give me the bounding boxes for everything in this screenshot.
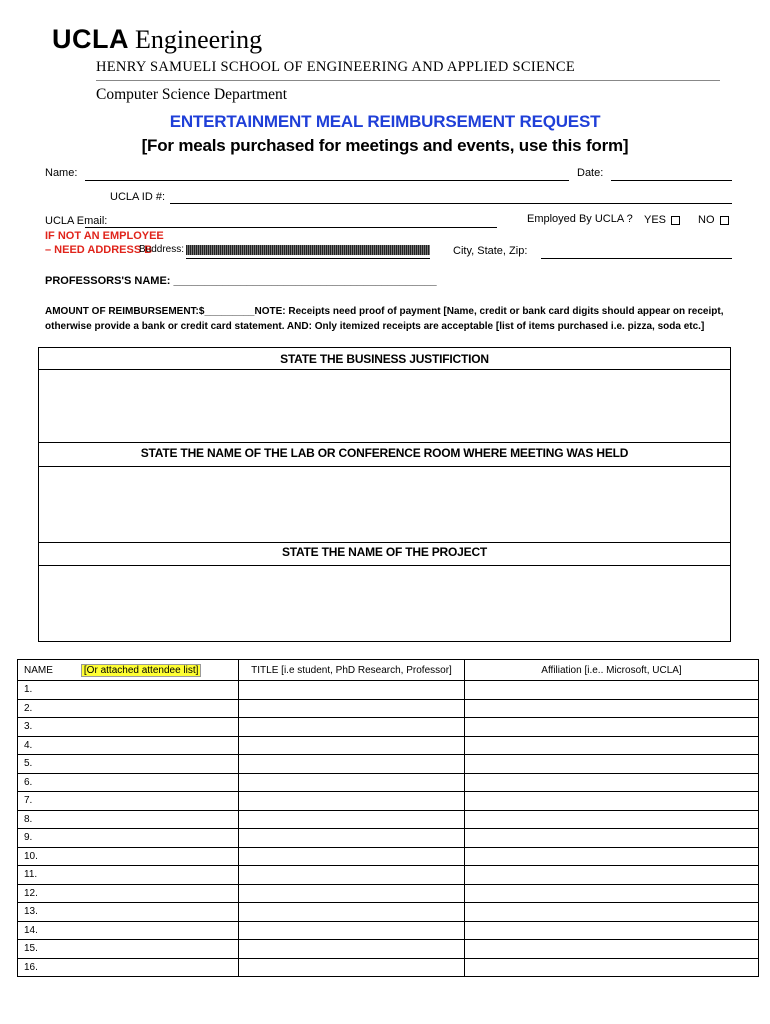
table-row xyxy=(18,699,759,718)
title-column-header: TITLE [i.e student, PhD Research, Professor] xyxy=(239,660,465,681)
table-row xyxy=(18,903,759,922)
city-state-zip-field[interactable] xyxy=(541,258,732,259)
attendee-affiliation-cell[interactable] xyxy=(465,829,759,848)
table-row xyxy=(18,773,759,792)
need-address-note: – NEED ADDRESS B xyxy=(45,244,153,256)
table-row xyxy=(18,940,759,959)
attendee-name-cell[interactable]: 11. xyxy=(18,866,239,885)
ucla-email-field[interactable] xyxy=(85,227,497,228)
no-label: NO xyxy=(698,214,715,226)
attendee-title-cell[interactable] xyxy=(239,903,465,922)
attendee-name-cell[interactable]: 16. xyxy=(18,958,239,977)
attendee-name-cell[interactable]: 12. xyxy=(18,884,239,903)
name-label: Name: xyxy=(45,167,78,179)
attendee-name-cell[interactable]: 3. xyxy=(18,718,239,737)
redacted-address xyxy=(186,245,430,255)
table-row xyxy=(18,884,759,903)
name-column-header xyxy=(18,660,239,681)
professor-name-line[interactable]: PROFESSORS'S NAME: ___________________________________________ xyxy=(45,275,437,287)
yes-checkbox[interactable] xyxy=(671,216,680,225)
no-option[interactable] xyxy=(698,214,729,226)
attendee-title-cell[interactable] xyxy=(239,866,465,885)
form-subtitle: [For meals purchased for meetings and events, use this form] xyxy=(141,136,629,155)
affiliation-column-header: Affiliation [i.e.. Microsoft, UCLA] xyxy=(465,660,759,681)
attendee-list-note: [Or attached attendee list] xyxy=(81,664,202,677)
attendee-name-cell[interactable]: 5. xyxy=(18,755,239,774)
attendee-title-cell[interactable] xyxy=(239,718,465,737)
attendee-affiliation-cell[interactable] xyxy=(465,958,759,977)
address-field[interactable] xyxy=(186,258,430,259)
header-divider xyxy=(96,80,720,81)
table-row xyxy=(18,829,759,848)
attendee-affiliation-cell[interactable] xyxy=(465,810,759,829)
project-field[interactable] xyxy=(39,566,730,642)
attendee-name-cell[interactable]: 1. xyxy=(18,681,239,700)
form-title: ENTERTAINMENT MEAL REIMBURSEMENT REQUEST xyxy=(169,112,601,131)
name-field[interactable] xyxy=(85,180,569,181)
attendee-name-cell[interactable]: 9. xyxy=(18,829,239,848)
table-row xyxy=(18,681,759,700)
ucla-engineering-logo: UCLA Engineering xyxy=(52,24,263,54)
ucla-id-field[interactable] xyxy=(170,203,732,204)
attendee-title-cell[interactable] xyxy=(239,884,465,903)
attendee-name-cell[interactable]: 14. xyxy=(18,921,239,940)
attendee-name-cell[interactable]: 6. xyxy=(18,773,239,792)
attendee-affiliation-cell[interactable] xyxy=(465,718,759,737)
attendee-title-cell[interactable] xyxy=(239,940,465,959)
attendee-name-cell[interactable]: 2. xyxy=(18,699,239,718)
attendee-title-cell[interactable] xyxy=(239,810,465,829)
attendee-name-cell[interactable]: 4. xyxy=(18,736,239,755)
justification-field[interactable] xyxy=(39,370,730,442)
attendee-title-cell[interactable] xyxy=(239,736,465,755)
attendee-affiliation-cell[interactable] xyxy=(465,792,759,811)
attendee-affiliation-cell[interactable] xyxy=(465,847,759,866)
attendee-title-cell[interactable] xyxy=(239,829,465,848)
section-divider xyxy=(39,442,730,443)
table-row xyxy=(18,921,759,940)
ucla-id-label: UCLA ID #: xyxy=(110,191,166,203)
table-row xyxy=(18,718,759,737)
attendee-affiliation-cell[interactable] xyxy=(465,903,759,922)
amount-note-line2: otherwise provide a bank or credit card statement. AND: Only itemized receipts are acceptable [list of items purchased i.e. pizza, soda etc.] xyxy=(45,321,705,332)
attendee-header-row xyxy=(18,660,759,681)
no-checkbox[interactable] xyxy=(720,216,729,225)
attendee-affiliation-cell[interactable] xyxy=(465,681,759,700)
address-label: Buddress: xyxy=(139,244,185,255)
table-row xyxy=(18,847,759,866)
attendee-affiliation-cell[interactable] xyxy=(465,755,759,774)
table-row xyxy=(18,792,759,811)
project-heading: STATE THE NAME OF THE PROJECT xyxy=(281,545,488,559)
attendee-affiliation-cell[interactable] xyxy=(465,736,759,755)
school-name: HENRY SAMUELI SCHOOL OF ENGINEERING AND APPLIED SCIENCE xyxy=(96,59,576,75)
attendee-title-cell[interactable] xyxy=(239,958,465,977)
yes-option[interactable] xyxy=(644,214,680,226)
attendee-affiliation-cell[interactable] xyxy=(465,773,759,792)
attendee-title-cell[interactable] xyxy=(239,681,465,700)
attendee-title-cell[interactable] xyxy=(239,755,465,774)
table-row xyxy=(18,958,759,977)
attendee-name-cell[interactable]: 10. xyxy=(18,847,239,866)
department-name: Computer Science Department xyxy=(96,86,288,103)
section-divider xyxy=(39,542,730,543)
not-employee-note: IF NOT AN EMPLOYEE xyxy=(45,230,164,242)
attendee-name-cell[interactable]: 13. xyxy=(18,903,239,922)
table-row xyxy=(18,810,759,829)
name-header-label: NAME xyxy=(24,664,53,676)
justification-heading: STATE THE BUSINESS JUSTIFICTION xyxy=(280,352,489,366)
amount-note-line1: AMOUNT OF REIMBURSEMENT:$_________NOTE: Receipts need proof of payment [Name, credit or bank card digits should appear on receipt, xyxy=(45,306,724,317)
details-box xyxy=(38,347,731,642)
attendee-affiliation-cell[interactable] xyxy=(465,940,759,959)
attendee-title-cell[interactable] xyxy=(239,792,465,811)
attendee-affiliation-cell[interactable] xyxy=(465,866,759,885)
lab-heading: STATE THE NAME OF THE LAB OR CONFERENCE ROOM WHERE MEETING WAS HELD xyxy=(140,446,629,460)
attendee-name-cell[interactable]: 7. xyxy=(18,792,239,811)
table-row xyxy=(18,755,759,774)
table-row xyxy=(18,736,759,755)
attendee-affiliation-cell[interactable] xyxy=(465,884,759,903)
date-label: Date: xyxy=(577,167,604,179)
employed-label: Employed By UCLA ? xyxy=(527,213,633,225)
attendee-table xyxy=(17,659,759,977)
attendee-name-cell[interactable]: 15. xyxy=(18,940,239,959)
table-row xyxy=(18,866,759,885)
attendee-name-cell[interactable]: 8. xyxy=(18,810,239,829)
city-state-zip-label: City, State, Zip: xyxy=(453,245,528,257)
yes-label: YES xyxy=(644,214,667,226)
attendee-affiliation-cell[interactable] xyxy=(465,921,759,940)
attendee-title-cell[interactable] xyxy=(239,699,465,718)
attendee-title-cell[interactable] xyxy=(239,773,465,792)
attendee-title-cell[interactable] xyxy=(239,847,465,866)
attendee-affiliation-cell[interactable] xyxy=(465,699,759,718)
date-field[interactable] xyxy=(611,180,732,181)
lab-field[interactable] xyxy=(39,467,730,541)
ucla-email-label: UCLA Email: xyxy=(45,215,108,227)
attendee-title-cell[interactable] xyxy=(239,921,465,940)
